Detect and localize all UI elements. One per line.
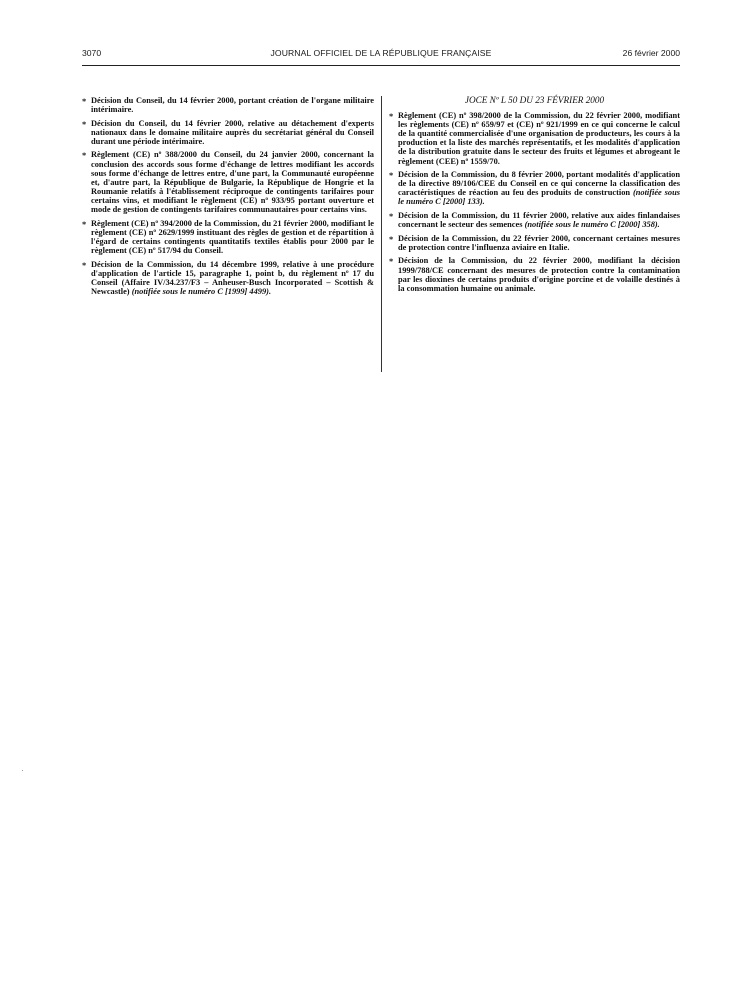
list-item (389, 111, 680, 166)
asterisk-icon: * (82, 151, 87, 161)
asterisk-icon: * (82, 260, 87, 270)
list-item (82, 260, 374, 296)
issue-heading: JOCE Nº L 50 DU 23 FÉVRIER 2000 (464, 95, 605, 105)
list-item (389, 170, 680, 206)
entry-text: Décision de la Commission, du 14 décembre 1999, relative à une procédure d'application de l'article 15, paragraphe 1, point b, du règlement nº 17 du Conseil (Affaire IV/34.237/F3 – Anheuser-Busch Incorporated – Scottish & Newcastle) (91, 259, 374, 296)
entry-note: (notifiée sous le numéro C [2000] 133). (398, 188, 680, 207)
page-number: 3070 (82, 48, 102, 58)
entry-text: Règlement (CE) nº 398/2000 de la Commission, du 22 février 2000, modifiant les règlements (CE) nº 659/97 et (CE) nº 921/1999 en ce qui concerne le calcul de la quantité commercialisée d'une organisation de producteurs, les cours à la production et la liste des marchés représentatifs, et les modalités d'application de la distribution gratuite dans le secteur des fruits et légumes et abrogeant le règlement (CEE) nº 1559/70. (398, 111, 680, 166)
entry-text: Règlement (CE) nº 394/2000 de la Commission, du 21 février 2000, modifiant le règlement (CE) nº 2629/1999 instituant des règles de gestion et de répartition à l'égard de certains contingents quantitatifs textiles établis pour 2000 par le règlement (CE) nº 517/94 du Conseil. (91, 218, 374, 255)
entry-note: (notifiée sous le numéro C [1999] 4499). (131, 286, 272, 296)
list-item (82, 150, 374, 214)
running-header (82, 48, 680, 62)
right-column (389, 96, 680, 297)
entry-text: Décision de la Commission, du 22 février 2000, modifiant la décision 1999/788/CE concernant des mesures de protection contre la contamination par les dioxines de certains produits d'origine porcine et de volaille destinés à la consommation humaine ou animale. (398, 256, 680, 293)
asterisk-icon: * (389, 257, 394, 267)
asterisk-icon: * (389, 234, 394, 244)
column-divider (381, 96, 382, 372)
entry-note: (notifiée sous le numéro C [2000] 358). (524, 220, 660, 230)
list-item (389, 256, 680, 292)
asterisk-icon: * (389, 112, 394, 122)
header-rule (82, 65, 680, 66)
asterisk-icon: * (82, 119, 87, 129)
entry-text: Décision du Conseil, du 14 février 2000, portant création de l'organe militaire intérimaire. (91, 96, 374, 115)
list-item (82, 219, 374, 255)
issue-date: 26 février 2000 (622, 48, 680, 58)
entry-text: Règlement (CE) nº 388/2000 du Conseil, du 24 janvier 2000, concernant la conclusion des accords sous forme d'échange de lettres modifiant les accords sous forme d'échange de lettres entre, d'une part, la Communauté européenne et, d'autre part, la République de Bulgarie, la République de Hongrie et la Roumanie relatifs à l'établissement réciproque de contingents tarifaires pour certains vins, et modifiant le règlement (CE) nº 933/95 portant ouverture et mode de gestion de contingents tarifaires communautaires pour certains vins. (91, 150, 374, 215)
entry-text: Décision de la Commission, du 8 février 2000, portant modalités d'application de la directive 89/106/CEE du Conseil en ce qui concerne la classification des caractéristiques de réaction au feu des produits de construction (398, 170, 680, 198)
list-item (82, 96, 374, 114)
asterisk-icon: * (389, 212, 394, 222)
asterisk-icon: * (82, 97, 87, 106)
journal-title: JOURNAL OFFICIEL DE LA RÉPUBLIQUE FRANÇAISE (270, 48, 492, 58)
scan-speck (22, 770, 23, 771)
list-item (82, 119, 374, 146)
list-item (389, 234, 680, 252)
list-item (389, 211, 680, 229)
entry-text: Décision du Conseil, du 14 février 2000, relative au détachement d'experts nationaux dans le domaine militaire auprès du secrétariat général du Conseil durant une période intérimaire. (91, 118, 374, 146)
entry-text: Décision de la Commission, du 11 février 2000, relative aux aides finlandaises concernant le secteur des semences (398, 211, 680, 230)
left-column (82, 96, 374, 300)
asterisk-icon: * (82, 219, 87, 229)
asterisk-icon: * (389, 171, 394, 181)
entry-text: Décision de la Commission, du 22 février 2000, concernant certaines mesures de protection contre l'influenza aviaire en Italie. (398, 233, 680, 252)
